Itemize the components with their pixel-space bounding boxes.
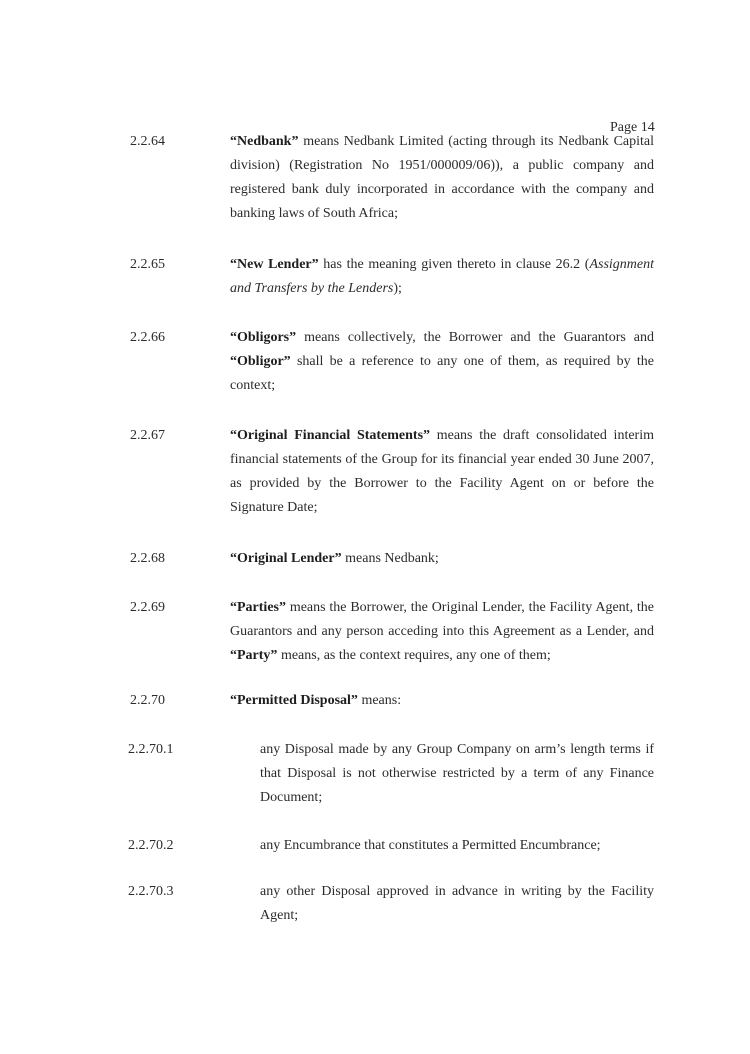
defined-term: “Parties” [230, 600, 286, 615]
clause-text-segment: means the Borrower, the Original Lender, the Facility Agent, the Guarantors and any person acceding into this Agreement as a Lender, and [230, 600, 654, 639]
clause-text [230, 596, 654, 668]
clause-text [260, 834, 654, 858]
clause-number: 2.2.70.2 [128, 838, 174, 853]
clause-text-segment: means Nedbank; [341, 551, 439, 566]
clause-text [230, 326, 654, 398]
clause-text [260, 880, 654, 928]
clause-text [230, 547, 654, 571]
defined-term: “New Lender” [230, 257, 319, 272]
defined-term: “Original Financial Statements” [230, 428, 431, 443]
clause-text-segment: has the meaning given thereto in clause 26.2 ( [318, 257, 590, 272]
clause-number: 2.2.70 [130, 693, 165, 708]
clause-text [230, 130, 654, 226]
defined-term: “Original Lender” [230, 551, 342, 566]
defined-term: “Obligors” [230, 330, 297, 345]
clause-text-segment: means the draft consolidated interim financial statements of the Group for its financial year ended 30 June 2007, as provided by the Borrower to the Facility Agent on or before the Signature Date; [230, 428, 654, 515]
clause-number: 2.2.66 [130, 330, 165, 345]
defined-term: “Nedbank” [230, 134, 299, 149]
clause-number: 2.2.70.1 [128, 742, 174, 757]
clause-text-segment: means: [357, 693, 402, 708]
clause-text-segment: any Encumbrance that constitutes a Permitted Encumbrance; [260, 838, 601, 853]
clause-text-segment: means, as the context requires, any one of them; [277, 648, 551, 663]
clause-text [260, 738, 654, 810]
clause-text [230, 689, 654, 713]
clause-text-segment: shall be a reference to any one of them, as required by the context; [230, 354, 654, 393]
clause-number: 2.2.65 [130, 257, 165, 272]
clause-text [230, 424, 654, 520]
clause-number: 2.2.64 [130, 134, 165, 149]
clause-text-segment: any Disposal made by any Group Company on arm’s length terms if that Disposal is not otherwise restricted by a term of any Finance Document; [260, 742, 654, 805]
clause-text-segment: ); [393, 281, 402, 296]
defined-term: “Permitted Disposal” [230, 693, 358, 708]
clause-number: 2.2.70.3 [128, 884, 174, 899]
clause-number: 2.2.67 [130, 428, 165, 443]
clause-text [230, 253, 654, 301]
clause-text-segment: means collectively, the Borrower and the Guarantors and [296, 330, 654, 345]
clause-reference-title: Assignment and Transfers by the Lenders [230, 257, 654, 296]
defined-term: “Party” [230, 648, 278, 663]
clause-text-segment: means Nedbank Limited (acting through its Nedbank Capital division) (Registration No 1951/000009/06)), a public company and registered bank duly incorporated in accordance with the company and banking laws of South Africa; [230, 134, 654, 221]
clause-number: 2.2.68 [130, 551, 165, 566]
defined-term: “Obligor” [230, 354, 291, 369]
clause-text-segment: any other Disposal approved in advance in writing by the Facility Agent; [260, 884, 654, 923]
page-number: Page 14 [610, 120, 655, 135]
clause-number: 2.2.69 [130, 600, 165, 615]
